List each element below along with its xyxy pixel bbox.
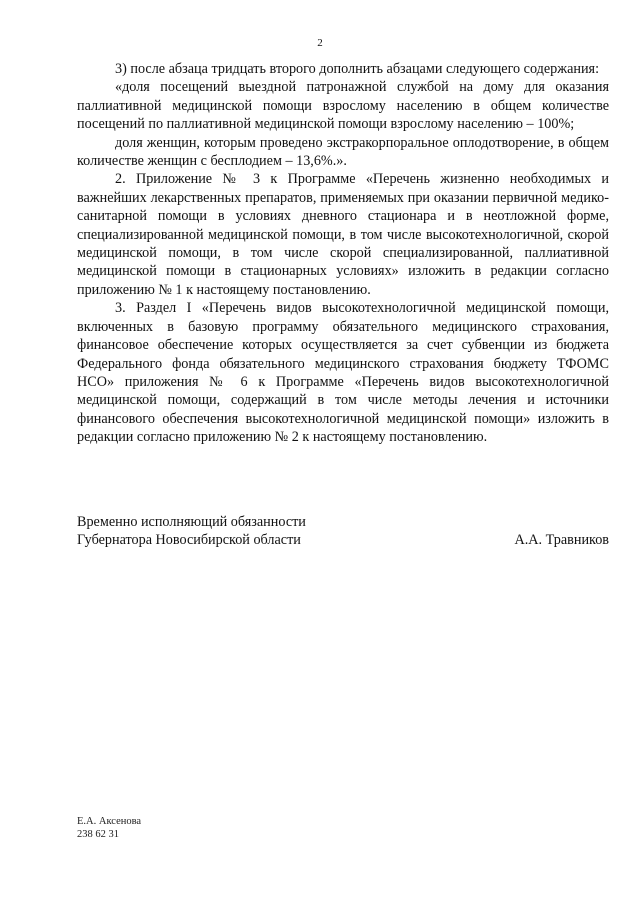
paragraph-item-3: 3) после абзаца тридцать второго дополнить абзацами следующего содержания: <box>115 61 600 77</box>
paragraph-appendix-3: 2. Приложение № 3 к Программе «Перечень жизненно необходимых и важнейших лекарственных препаратов, применяемых при оказании первичной медико-санитарной помощи в условиях дневного стационара и в неотложной форме, специализированной медицинской помощи, в том числе высокотехнологичной, скорой медицинской помощи, в том числе скорой специализированной, паллиативной медицинской помощи в стационарных условиях» изложить в редакции согласно приложению № 1 к настоящему постановлению. <box>77 171 609 298</box>
signature-position-line2: Губернатора Новосибирской области <box>77 532 301 549</box>
paragraph-palliative-visits: «доля посещений выездной патронажной службой на дому для оказания паллиативной медицинской помощи взрослому населению в общем количестве посещений по паллиативной медицинской помощи взрослому населению – 100%; <box>77 79 609 133</box>
document-body <box>77 60 609 447</box>
paragraph-section-1: 3. Раздел I «Перечень видов высокотехнологичной медицинской помощи, включенных в базовую программу обязательного медицинского страхования, финансовое обеспечение которых осуществляется за счет субвенции из бюджета Федерального фонда обязательного медицинского страхования бюджету ТФОМС НСО» приложения № 6 к Программе «Перечень видов высокотехнологичной медицинской помощи, содержащий в том числе методы лечения и источники финансового обеспечения высокотехнологичной медицинской помощи» изложить в редакции согласно приложению № 2 к настоящему постановлению. <box>77 300 610 446</box>
executor-block <box>77 815 141 841</box>
signature-position-line1: Временно исполняющий обязанности <box>77 514 306 530</box>
page-number: 2 <box>317 37 323 49</box>
paragraph-eco-women: доля женщин, которым проведено экстракорпоральное оплодотворение, в общем количестве женщин с бесплодием – 13,6%.». <box>77 134 609 170</box>
signature-name: А.А. Травников <box>514 532 609 549</box>
executor-phone: 238 62 31 <box>77 829 119 840</box>
signature-block <box>77 513 609 550</box>
executor-name: Е.А. Аксенова <box>77 816 142 827</box>
signature-row <box>77 531 609 549</box>
